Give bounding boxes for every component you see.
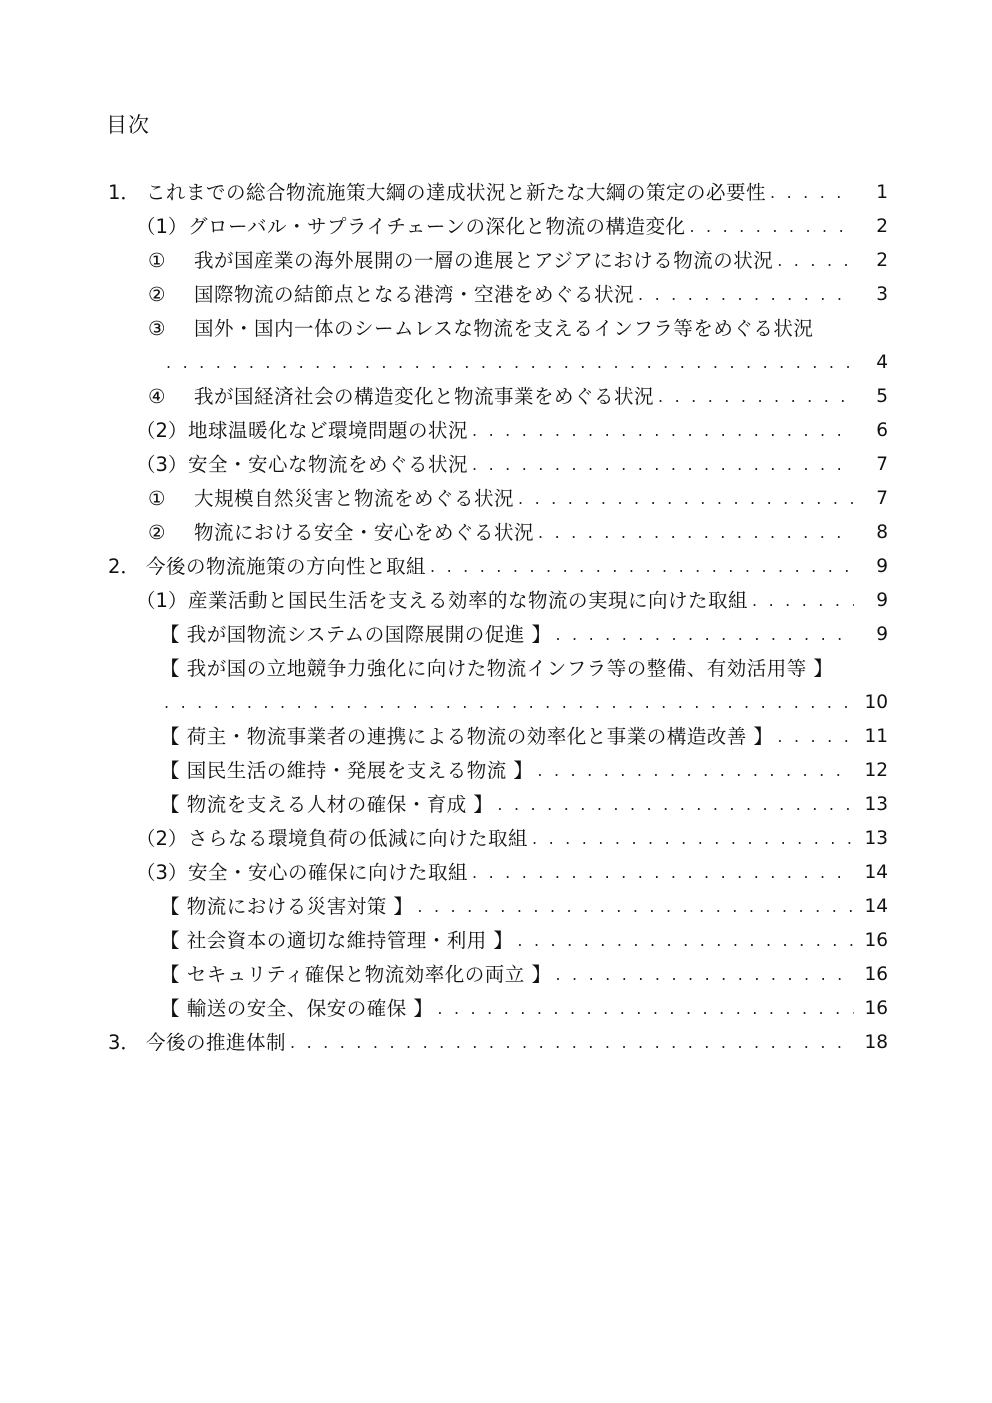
dot-leader (166, 346, 854, 380)
toc-entry[interactable] (0, 482, 992, 516)
dot-leader (164, 686, 854, 720)
toc-entry[interactable] (0, 652, 992, 720)
toc-entry[interactable] (0, 720, 992, 754)
toc-entry-text: 国際物流の結節点となる港湾・空港をめぐる状況 (194, 283, 635, 306)
toc-entry-page: 16 (864, 998, 888, 1019)
toc-entry-text: 大規模自然災害と物流をめぐる状況 (194, 487, 515, 510)
toc-entry-text: 我が国産業の海外展開の一層の進展とアジアにおける物流の状況 (194, 249, 774, 272)
toc-entry[interactable] (0, 210, 992, 244)
toc-entry-text: 【 我が国物流システムの国際展開の促進 】 (160, 623, 552, 646)
toc-entry[interactable] (0, 516, 992, 550)
toc-entry-page: 4 (876, 352, 888, 373)
toc-entry[interactable] (0, 550, 992, 584)
toc-entry[interactable] (0, 380, 992, 414)
toc-entry[interactable] (0, 584, 992, 618)
toc-entry-text: 【 輸送の安全、保安の確保 】 (160, 997, 434, 1020)
toc-entry-page: 9 (876, 556, 888, 577)
toc-entry-text: 地球温暖化など環境問題の状況 (188, 419, 469, 442)
toc-entry-number: ④ (148, 385, 166, 408)
toc-entry-page: 13 (864, 794, 888, 815)
toc-entry-page: 18 (864, 1032, 888, 1053)
toc-entry-text: グローバル・サプライチェーンの深化と物流の構造変化 (188, 215, 686, 238)
toc-entry[interactable] (0, 448, 992, 482)
dot-leader (777, 720, 854, 754)
dot-leader (658, 380, 854, 414)
toc-entry-text: これまでの総合物流施策大綱の達成状況と新たな大綱の策定の必要性 (146, 181, 767, 204)
dot-leader (290, 1026, 854, 1060)
dot-leader (638, 278, 854, 312)
toc-entry-page: 9 (876, 624, 888, 645)
dot-leader (555, 958, 854, 992)
dot-leader (417, 890, 854, 924)
toc-entry-number: ② (148, 521, 166, 544)
toc-entry-number: ② (148, 283, 166, 306)
dot-leader (532, 822, 854, 856)
toc-entry-text: 安全・安心の確保に向けた取組 (188, 861, 469, 884)
toc-entry-page: 2 (876, 216, 888, 237)
toc-entry[interactable] (0, 312, 992, 380)
dot-leader (472, 448, 854, 482)
toc-entry-number: 1． (108, 181, 140, 204)
toc-entry-text: 【 荷主・物流事業者の連携による物流の効率化と事業の構造改善 】 (160, 725, 774, 748)
toc-entry-number: （1） (136, 215, 188, 238)
toc-entry[interactable] (0, 788, 992, 822)
dot-leader (538, 516, 854, 550)
toc-entry[interactable] (0, 618, 992, 652)
toc-entry[interactable] (0, 890, 992, 924)
toc-entry-text: さらなる環境負荷の低減に向けた取組 (188, 827, 529, 850)
toc-entry[interactable] (0, 176, 992, 210)
toc-entry-text: 安全・安心な物流をめぐる状況 (188, 453, 469, 476)
toc-entry[interactable] (0, 856, 992, 890)
toc-entry-page: 2 (876, 250, 888, 271)
dot-leader (472, 414, 854, 448)
toc-entry[interactable] (0, 278, 992, 312)
dot-leader (770, 176, 854, 210)
toc-entry-page: 16 (864, 964, 888, 985)
toc-entry-page: 8 (876, 522, 888, 543)
toc-entry-text: 【 物流における災害対策 】 (160, 895, 414, 918)
toc-entry[interactable] (0, 924, 992, 958)
toc-entry-page: 13 (864, 828, 888, 849)
toc-entry[interactable] (0, 244, 992, 278)
toc-entry-number: （2） (136, 827, 188, 850)
table-of-contents (0, 176, 992, 1060)
dot-leader (518, 482, 854, 516)
toc-entry-page: 7 (876, 454, 888, 475)
toc-entry-page: 7 (876, 488, 888, 509)
toc-entry-page: 12 (864, 760, 888, 781)
toc-entry-page: 6 (876, 420, 888, 441)
dot-leader (430, 550, 854, 584)
toc-entry-text: 今後の物流施策の方向性と取組 (146, 555, 427, 578)
toc-entry[interactable] (0, 1026, 992, 1060)
toc-entry-text: 【 国民生活の維持・発展を支える物流 】 (160, 759, 534, 782)
dot-leader (517, 924, 854, 958)
dot-leader (689, 210, 854, 244)
toc-entry-page: 3 (876, 284, 888, 305)
toc-entry-page: 5 (876, 386, 888, 407)
toc-title: 目次 (106, 113, 150, 137)
toc-entry-text: 【 社会資本の適切な維持管理・利用 】 (160, 929, 514, 952)
dot-leader (537, 754, 854, 788)
toc-entry-text: 【 セキュリティ確保と物流効率化の両立 】 (160, 963, 552, 986)
toc-entry-text: 国外・国内一体のシームレスな物流を支えるインフラ等をめぐる状況 (194, 317, 814, 340)
toc-entry-text: 【 物流を支える人材の確保・育成 】 (160, 793, 494, 816)
toc-entry-text: 物流における安全・安心をめぐる状況 (194, 521, 535, 544)
toc-entry-number: （3） (136, 861, 188, 884)
toc-entry-text: 産業活動と国民生活を支える効率的な物流の実現に向けた取組 (188, 589, 749, 612)
dot-leader (777, 244, 854, 278)
toc-entry[interactable] (0, 414, 992, 448)
toc-entry-page: 14 (864, 896, 888, 917)
toc-entry-number: （2） (136, 419, 188, 442)
toc-entry-page: 10 (864, 692, 888, 713)
toc-entry-number: ① (148, 487, 166, 510)
dot-leader (752, 584, 854, 618)
toc-entry-number: 2． (108, 555, 140, 578)
toc-entry[interactable] (0, 822, 992, 856)
dot-leader (437, 992, 854, 1026)
dot-leader (472, 856, 854, 890)
toc-entry[interactable] (0, 754, 992, 788)
toc-entry-page: 11 (864, 726, 888, 747)
toc-entry-text: 我が国経済社会の構造変化と物流事業をめぐる状況 (194, 385, 655, 408)
toc-entry-text: 今後の推進体制 (146, 1031, 287, 1054)
toc-entry-number: （1） (136, 589, 188, 612)
toc-entry-page: 14 (864, 862, 888, 883)
toc-entry-number: ③ (148, 317, 166, 340)
toc-entry-number: （3） (136, 453, 188, 476)
toc-entry-page: 16 (864, 930, 888, 951)
toc-entry-page: 1 (876, 182, 888, 203)
toc-entry[interactable] (0, 992, 992, 1026)
toc-entry-text: 【 我が国の立地競争力強化に向けた物流インフラ等の整備、有効活用等 】 (160, 657, 834, 680)
toc-entry[interactable] (0, 958, 992, 992)
toc-entry-number: 3． (108, 1031, 140, 1054)
dot-leader (555, 618, 854, 652)
dot-leader (497, 788, 854, 822)
toc-entry-number: ① (148, 249, 166, 272)
toc-entry-page: 9 (876, 590, 888, 611)
